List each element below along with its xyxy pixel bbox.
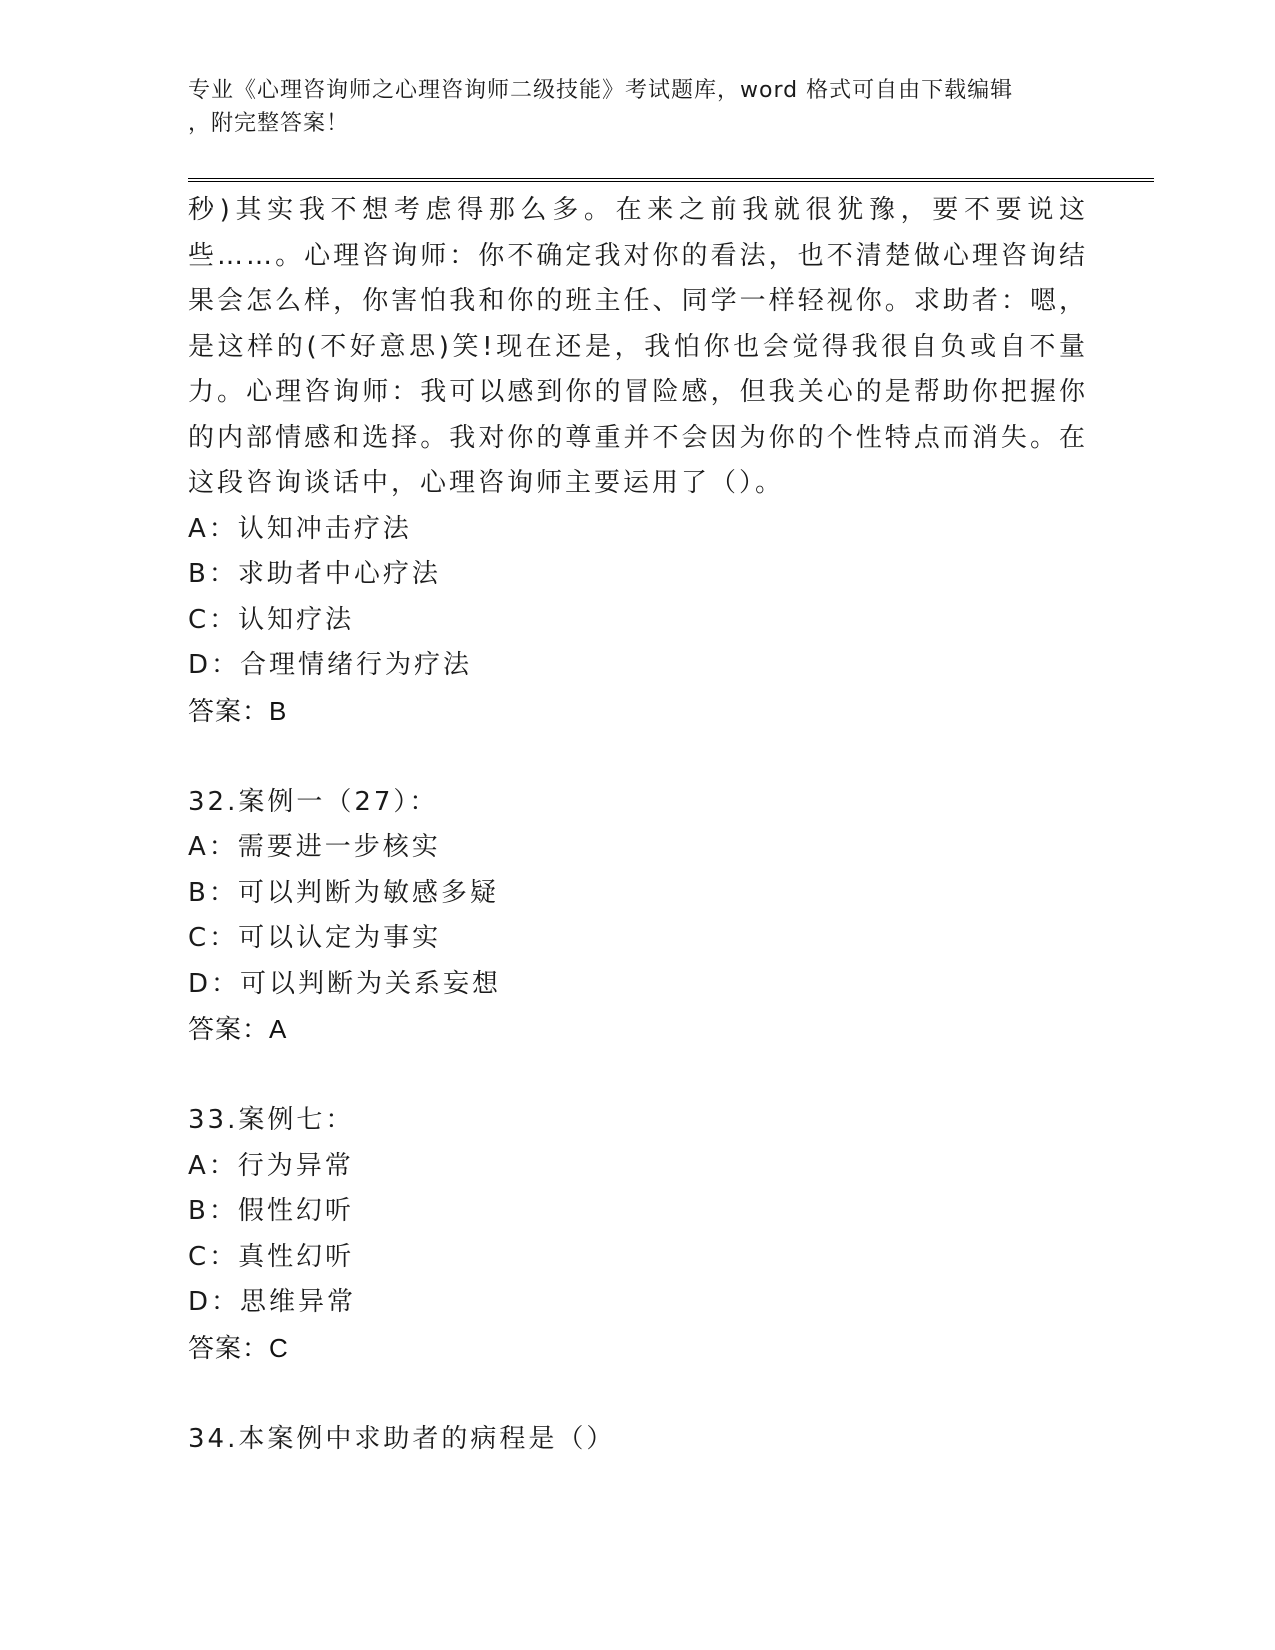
question-33-option-b: B：假性幻听 [188,1196,354,1226]
header-divider [188,178,1154,182]
question-33-option-a: A：行为异常 [188,1150,354,1181]
question-32-option-d: D：可以判断为关系妄想 [188,968,502,999]
spacer [188,734,1088,780]
question-32-stem: 32.案例一（27）： [188,786,439,817]
question-33-option-d: D：思维异常 [188,1287,357,1317]
header-title-line2: ，附完整答案！ [188,111,350,136]
question-32-answer: 答案：A [188,1014,288,1044]
spacer [188,1371,1088,1417]
question-31-option-a: A：认知冲击疗法 [188,513,412,544]
question-32-option-b: B：可以判断为敏感多疑 [188,877,499,908]
document-body [188,188,1088,1462]
question-31-option-d: D：合理情绪行为疗法 [188,650,473,680]
spacer [188,1053,1088,1099]
question-33-answer: 答案：C [188,1332,289,1363]
question-32-option-a: A：需要进一步核实 [188,832,441,862]
document-header [188,74,1088,140]
question-33-option-c: C：真性幻听 [188,1241,355,1272]
question-31-option-b: B：求助者中心疗法 [188,559,441,589]
question-31-stem: 秒)其实我不想考虑得那么多。在来之前我就很犹豫，要不要说这些……。心理咨询师：你不确定我对你的看法，也不清楚做心理咨询结果会怎么样，你害怕我和你的班主任、同学一样轻视你。求助者：嗯，是这样的(不好意思)笑!现在还是，我怕你也会觉得我很自负或自不量力。心理咨询师：我可以感到你的冒险感，但我关心的是帮助你把握你的内部情感和选择。我对你的尊重并不会因为你的个性特点而消失。在这段咨询谈话中，心理咨询师主要运用了（）。 [188,195,1088,498]
header-title-line1: 专业《心理咨询师之心理咨询师二级技能》考试题库，word 格式可自由下载编辑 [188,78,1014,103]
question-33-stem: 33.案例七： [188,1105,355,1135]
question-32-option-c: C：可以认定为事实 [188,923,442,953]
question-31-answer: 答案：B [188,695,288,726]
question-34-stem: 34.本案例中求助者的病程是（） [188,1423,616,1454]
question-31-option-c: C：认知疗法 [188,604,355,635]
